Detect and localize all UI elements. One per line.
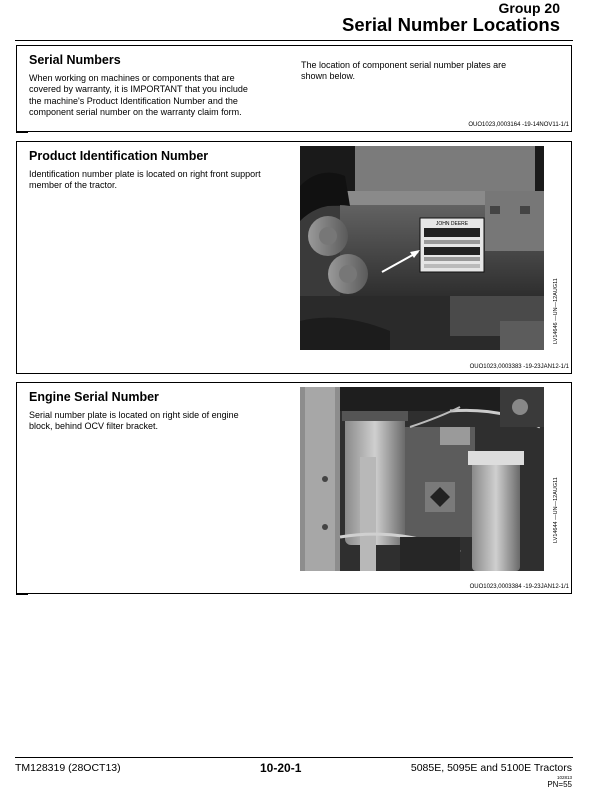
box-bottom-accent bbox=[16, 594, 28, 595]
body-line: The location of component serial number plates are bbox=[301, 60, 507, 70]
section-heading: Product Identification Number bbox=[29, 149, 209, 163]
reference-code: OUO1023,0003383 -19-23JAN12-1/1 bbox=[469, 364, 569, 370]
section-serial-numbers bbox=[16, 45, 572, 132]
section-body bbox=[29, 169, 294, 192]
section-heading: Serial Numbers bbox=[29, 53, 121, 67]
reference-code: OUO1023,0003384 -19-23JAN12-1/1 bbox=[469, 584, 569, 590]
title-divider bbox=[15, 40, 573, 41]
footer-divider bbox=[15, 757, 573, 758]
footer-small-code: 102813 bbox=[556, 775, 572, 780]
engine-plate-photo bbox=[300, 387, 544, 571]
pin-plate-photo bbox=[300, 146, 544, 350]
body-line: member of the tractor. bbox=[29, 180, 118, 191]
photo-id-label: LV14646 —UN—12AUG11 bbox=[553, 278, 559, 344]
section-body bbox=[29, 410, 294, 433]
page-number: 10-20-1 bbox=[260, 761, 302, 775]
section-body-left bbox=[29, 73, 294, 119]
body-line: Identification number plate is located on right front support bbox=[29, 169, 261, 179]
body-line: the machine's Product Identification Number and the bbox=[29, 95, 238, 106]
body-line: block, behind OCV filter bracket. bbox=[29, 421, 159, 432]
plate-brand-text: JOHN DEERE bbox=[435, 221, 469, 227]
body-line: When working on machines or components that are bbox=[29, 73, 235, 83]
section-heading: Engine Serial Number bbox=[29, 390, 159, 404]
manual-id: TM128319 (28OCT13) bbox=[15, 762, 121, 774]
body-line: Serial number plate is located on right side of engine bbox=[29, 410, 239, 420]
page-title: Serial Number Locations bbox=[342, 14, 560, 35]
box-bottom-accent bbox=[16, 132, 28, 133]
body-line: shown below. bbox=[301, 71, 356, 82]
section-product-identification bbox=[16, 141, 572, 374]
model-list: 5085E, 5095E and 5100E Tractors bbox=[410, 762, 572, 774]
photo-id-label: LV14644 —UN—12AUG11 bbox=[553, 477, 559, 543]
pn-number: PN=55 bbox=[547, 780, 572, 789]
section-engine-serial bbox=[16, 382, 572, 594]
section-body-right bbox=[301, 60, 561, 83]
body-line: covered by warranty, it is IMPORTANT that you include bbox=[29, 84, 248, 95]
reference-code: OUO1023,0003164 -19-14NOV11-1/1 bbox=[468, 122, 569, 128]
group-label: Group 20 bbox=[498, 0, 560, 16]
body-line: component serial number on the warranty claim form. bbox=[29, 107, 242, 118]
